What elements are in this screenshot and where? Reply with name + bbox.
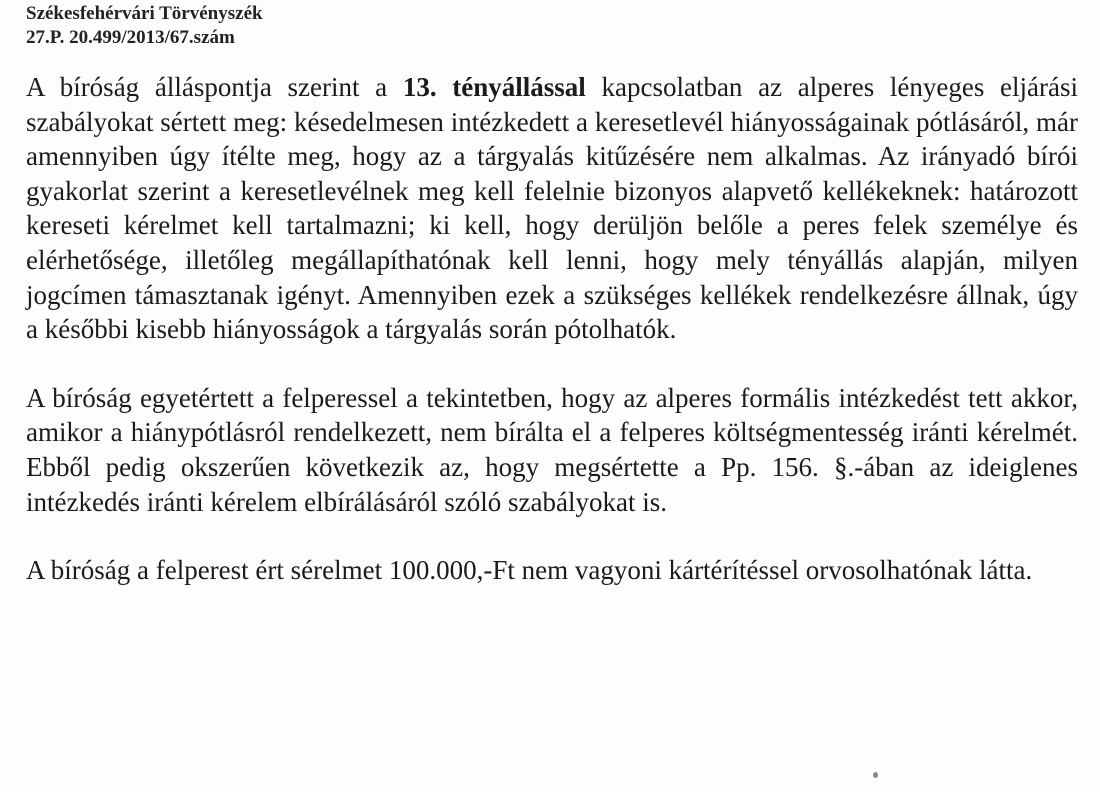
paragraph-3: A bíróság a felperest ért sérelmet 100.000,-Ft nem vagyoni kártérítéssel orvosolhatónak látta. bbox=[26, 555, 1033, 586]
case-number: 27.P. 20.499/2013/67.szám bbox=[26, 27, 235, 48]
paragraph-1-start: A bíróság álláspontja szerint a bbox=[26, 72, 403, 102]
scan-speck bbox=[873, 772, 878, 778]
paragraph-1-bold: 13. tényállással bbox=[402, 72, 586, 102]
document-header bbox=[26, 2, 263, 50]
paragraph-1 bbox=[26, 70, 1078, 347]
paragraph-2: A bíróság egyetértett a felperessel a tekintetben, hogy az alperes formális intézkedést tett akkor, amikor a hiánypótlásról rendelkezett, nem bírálta el a felperes költségmentesség iránti kérelmét. Ebből pedig okszerűen következik az, hogy megsértette a Pp. 156. §.-ában az ideiglenes intézkedés iránti kérelem elbírálásáról szóló szabályokat is. bbox=[26, 382, 1078, 517]
paragraph-1-rest: kapcsolatban az alperes lényeges eljárási szabályokat sértett meg: késedelmesen intézkedett a keresetlevél hiányosságainak pótlásáról, már amennyiben úgy ítélte meg, hogy az a tárgyalás kitűzésére nem alkalmas. Az irányadó bírói gyakorlat szerint a keresetlevélnek meg kell felelnie bizonyos alapvető kellékeknek: határozott kereseti kérelmet kell tartalmazni; ki kell, hogy derüljön belőle a peres felek személye és elérhetősége, illetőleg megállapíthatónak kell lenni, hogy mely tényállás alapján, milyen jogcímen támasztanak igényt. Amennyiben ezek a szükséges kellékek rendelkezésre állnak, úgy a későbbi kisebb hiányosságok a tárgyalás során pótolhatók. bbox=[26, 72, 1079, 345]
document-body bbox=[26, 70, 1078, 588]
court-name: Székesfehérvári Törvényszék bbox=[26, 3, 263, 24]
